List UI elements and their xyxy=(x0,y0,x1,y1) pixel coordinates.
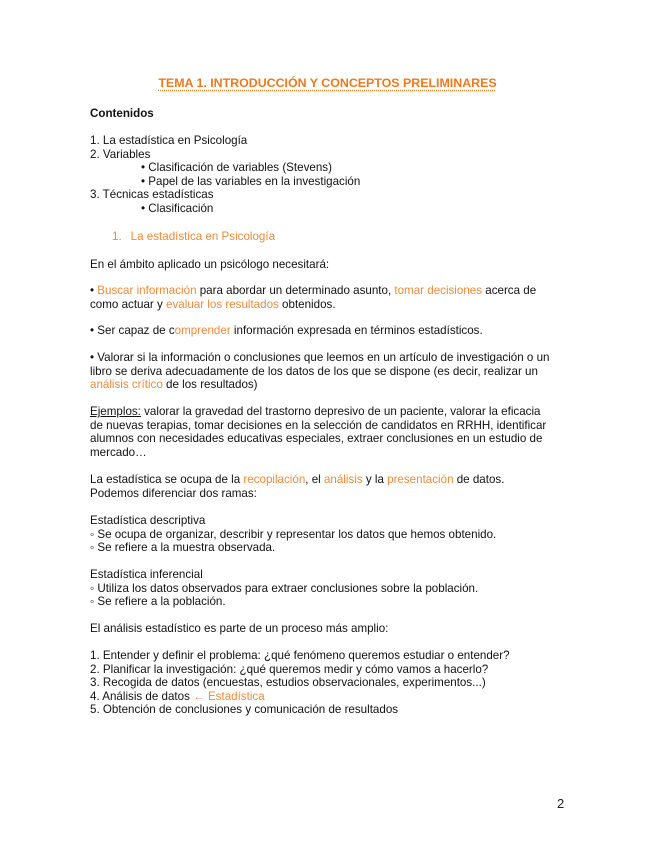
highlight-estadistica: ← Estadística xyxy=(193,689,265,703)
toc-item-3: 3. Técnicas estadísticas xyxy=(90,188,214,201)
section-1-number: 1. xyxy=(112,230,122,243)
highlight-presentacion: presentación xyxy=(387,473,454,486)
process-step-4: 4. Análisis de datos ← Estadística xyxy=(90,689,265,703)
highlight-recopilacion: recopilación xyxy=(243,473,306,486)
highlight-analisis: análisis xyxy=(323,473,363,486)
process-step-3: 3. Recogida de datos (encuestas, estudios observacionales, experimentos...) xyxy=(90,676,486,689)
highlight-tomar-decisiones: tomar decisiones xyxy=(394,284,483,297)
process-list xyxy=(90,649,510,717)
highlight-evaluar-resultados: evaluar los resultados xyxy=(166,297,279,311)
toc-item-2-sub-1: • Clasificación de variables (Stevens) xyxy=(141,161,332,174)
highlight-analisis-critico: análisis crítico xyxy=(90,378,163,391)
toc-list xyxy=(90,134,360,215)
intro-paragraph: En el ámbito aplicado un psicólogo necesitará: xyxy=(90,258,330,271)
statistics-paragraph: La estadística se ocupa de la recopilación, el análisis y la presentación de datos. Podemos diferenciar dos ramas: xyxy=(90,473,505,500)
highlight-buscar-informacion: Buscar información xyxy=(97,284,197,297)
inferential-section: Estadística inferencial ◦ Utiliza los datos observados para extraer conclusiones sobre la población. ◦ Se refiere a la población. xyxy=(90,568,479,608)
examples-label: Ejemplos: xyxy=(90,405,141,418)
toc-item-2-sub-2: • Papel de las variables en la investigación xyxy=(141,174,361,188)
examples-paragraph: Ejemplos: valorar la gravedad del trastorno depresivo de un paciente, valorar la eficacia de nuevas terapias, tomar decisiones en la selección de candidatos en RRHH, identificar alumnos con necesidades educativas especiales, extraer conclusiones en un estudio de mercado… xyxy=(90,405,547,459)
descriptive-section: Estadística descriptiva ◦ Se ocupa de organizar, describir y representar los datos que hemos obtenido. ◦ Se refiere a la muestra observada. xyxy=(90,514,497,554)
inferential-heading: Estadística inferencial xyxy=(90,568,203,581)
bullet-3: • Valorar si la información o conclusiones que leemos en un artículo de investigación o un libro se deriva adecuadamente de los datos de los que se dispone (es decir, realizar un análisis crítico de los resultados) xyxy=(90,351,550,391)
highlight-comprender: omprender xyxy=(174,324,231,337)
contents-heading: Contenidos xyxy=(90,107,154,120)
toc-item-1: 1. La estadística en Psicología xyxy=(90,134,248,147)
process-step-1: 1. Entender y definir el problema: ¿qué fenómeno queremos estudiar o entender? xyxy=(90,649,510,662)
bullet-2: • Ser capaz de comprender información expresada en términos estadísticos. xyxy=(90,324,483,337)
bullet-1: • Buscar información para abordar un determinado asunto, tomar decisiones acerca de como actuar y evaluar los resultados obtenidos. xyxy=(90,284,537,311)
document-title: TEMA 1. INTRODUCCIÓN Y CONCEPTOS PRELIMINARES xyxy=(158,76,497,90)
process-step-2: 2. Planificar la investigación: ¿qué queremos medir y cómo vamos a hacerlo? xyxy=(90,662,489,676)
process-step-5: 5. Obtención de conclusiones y comunicación de resultados xyxy=(90,703,399,716)
section-1-title: La estadística en Psicología xyxy=(130,230,276,243)
process-intro: El análisis estadístico es parte de un proceso más amplio: xyxy=(90,622,389,635)
toc-item-2: 2. Variables xyxy=(90,147,151,161)
toc-item-3-sub-1: • Clasificación xyxy=(141,201,214,215)
section-1-heading xyxy=(112,230,275,244)
descriptive-heading: Estadística descriptiva xyxy=(90,514,206,527)
page-number: 2 xyxy=(557,796,565,811)
